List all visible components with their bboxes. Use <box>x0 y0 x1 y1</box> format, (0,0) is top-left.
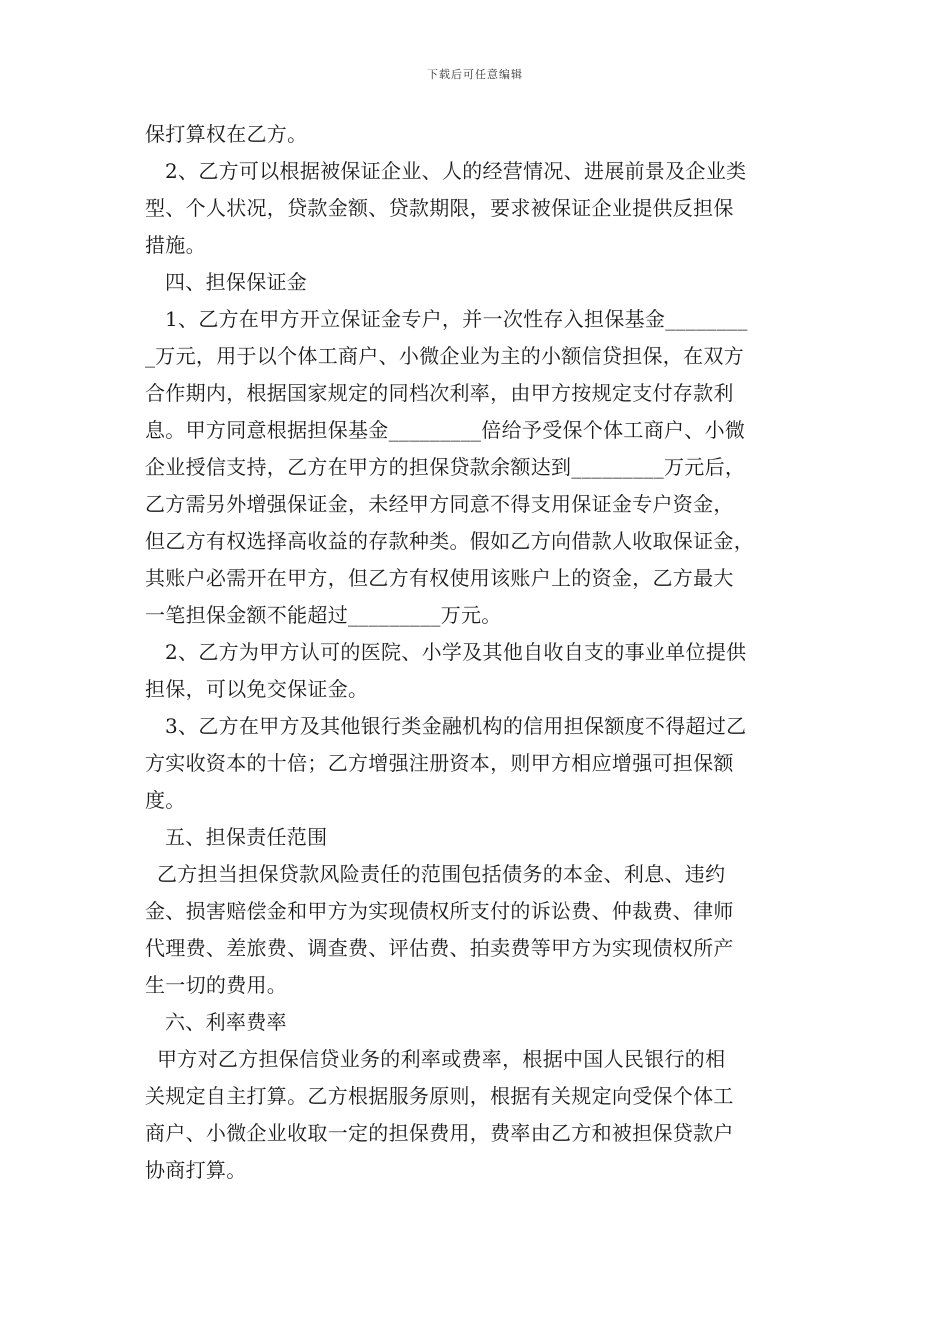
text-line: 3、乙方在甲方及其他银行类金融机构的信用担保额度不得超过乙 <box>165 714 747 738</box>
section-heading: 六、利率费率 <box>165 1010 287 1034</box>
text-line: 度。 <box>145 788 186 812</box>
text-line: 其账户必需开在甲方，但乙方有权使用该账户上的资金，乙方最大 <box>145 566 734 590</box>
document-body <box>145 116 810 1189</box>
text-line: _万元，用于以个体工商户、小微企业为主的小额信贷担保，在双方 <box>145 344 744 368</box>
text-line: 保打算权在乙方。 <box>145 122 308 146</box>
text-line: 息。甲方同意根据担保基金_________倍给予受保个体工商户、小微 <box>145 418 746 442</box>
text-line: 担保，可以免交保证金。 <box>145 677 369 701</box>
text-line: 金、损害赔偿金和甲方为实现债权所支付的诉讼费、仲裁费、律师 <box>145 899 734 923</box>
text-line: 关规定自主打算。乙方根据服务原则，根据有关规定向受保个体工 <box>145 1084 734 1108</box>
text-line: 甲方对乙方担保信贷业务的利率或费率，根据中国人民银行的相 <box>157 1047 726 1071</box>
text-line: 代理费、差旅费、调查费、评估费、拍卖费等甲方为实现债权所产 <box>145 936 734 960</box>
text-line: 一笔担保金额不能超过_________万元。 <box>145 603 502 627</box>
section-heading: 五、担保责任范围 <box>165 825 328 849</box>
text-line: 2、乙方可以根据被保证企业、人的经营情况、进展前景及企业类 <box>165 159 747 183</box>
text-line: 企业授信支持，乙方在甲方的担保贷款余额达到_________万元后， <box>145 455 746 479</box>
text-line: 商户、小微企业收取一定的担保费用，费率由乙方和被担保贷款户 <box>145 1121 734 1145</box>
section-heading: 四、担保保证金 <box>165 270 308 294</box>
text-line: 方实收资本的十倍；乙方增强注册资本，则甲方相应增强可担保额 <box>145 751 734 775</box>
text-line: 2、乙方为甲方认可的医院、小学及其他自收自支的事业单位提供 <box>165 640 747 664</box>
text-line: 1、乙方在甲方开立保证金专户，并一次性存入担保基金________ <box>165 307 748 331</box>
text-line: 乙方担当担保贷款风险责任的范围包括债务的本金、利息、违约 <box>157 862 726 886</box>
text-line: 协商打算。 <box>145 1158 247 1182</box>
text-line: 乙方需另外增强保证金，未经甲方同意不得支用保证金专户资金， <box>145 492 734 516</box>
text-line: 型、个人状况，贷款金额、贷款期限，要求被保证企业提供反担保 <box>145 196 734 220</box>
page-header: 下载后可任意编辑 <box>427 68 523 81</box>
text-line: 合作期内，根据国家规定的同档次利率，由甲方按规定支付存款利 <box>145 381 734 405</box>
text-line: 但乙方有权选择高收益的存款种类。假如乙方向借款人收取保证金， <box>145 529 754 553</box>
text-line: 措施。 <box>145 233 206 257</box>
text-line: 生一切的费用。 <box>145 973 288 997</box>
